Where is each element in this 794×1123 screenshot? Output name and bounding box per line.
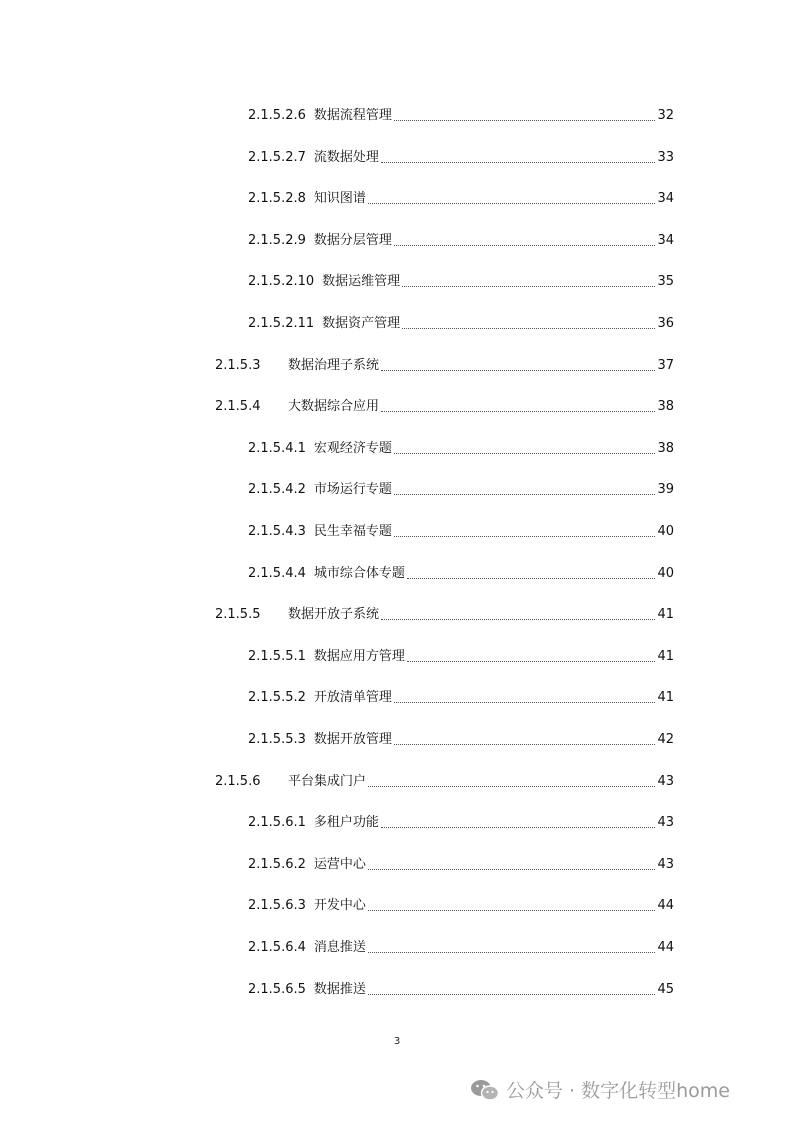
toc-entry-title: 数据推送 [313, 981, 366, 997]
toc-entry-number: 2.1.5.4.2 [248, 482, 306, 498]
toc-entry-title: 数据运维管理 [322, 274, 401, 290]
dot-leader [394, 701, 656, 703]
toc-entry-page: 40 [657, 565, 674, 581]
toc-entry[interactable] [248, 645, 674, 665]
toc-entry[interactable] [248, 270, 674, 290]
toc-entry-page: 34 [657, 191, 674, 207]
toc-entry-page: 41 [657, 690, 674, 706]
toc-entry-page: 35 [657, 274, 674, 290]
toc-entry-page: 38 [657, 440, 674, 456]
toc-entry[interactable] [215, 395, 674, 415]
toc-entry-page: 41 [657, 607, 674, 623]
toc-entry-number: 2.1.5.2.10 [248, 274, 315, 290]
page-number: 3 [393, 1036, 401, 1047]
toc-entry-page: 44 [657, 940, 674, 955]
toc-entry-page: 32 [657, 108, 674, 123]
toc-entry-page: 39 [657, 482, 674, 498]
toc-entry[interactable] [215, 770, 674, 790]
toc-entry-title: 数据应用方管理 [313, 648, 405, 664]
dot-leader [394, 493, 656, 495]
toc-entry-title: 开发中心 [313, 898, 366, 914]
toc-entry[interactable] [248, 229, 674, 249]
watermark [470, 1076, 730, 1103]
toc-entry[interactable] [248, 520, 674, 540]
toc-entry-number: 2.1.5.2.11 [248, 316, 315, 331]
dot-leader [368, 909, 656, 911]
watermark-text: 公众号 · 数字化转型home [506, 1080, 730, 1102]
toc-entry[interactable] [248, 811, 674, 831]
toc-entry[interactable] [248, 936, 674, 956]
toc-entry-number: 2.1.5.4.1 [248, 440, 306, 456]
toc-entry[interactable] [248, 853, 674, 873]
toc-entry-title: 数据治理子系统 [288, 357, 380, 373]
toc-entry-page: 41 [657, 648, 674, 664]
toc-entry-page: 44 [657, 898, 674, 914]
toc-entry-number: 2.1.5.6.2 [248, 856, 306, 872]
toc-entry-title: 大数据综合应用 [288, 399, 380, 415]
toc-entry-number: 2.1.5.5.2 [248, 690, 306, 706]
toc-entry-title: 数据开放管理 [313, 732, 392, 747]
toc-entry-number: 2.1.5.5.3 [248, 732, 306, 747]
toc-entry-number: 2.1.5.4 [215, 399, 261, 415]
dot-leader [381, 410, 655, 412]
toc-entry-title: 数据分层管理 [313, 232, 392, 248]
dot-leader [394, 743, 656, 745]
toc-entry[interactable] [248, 146, 674, 166]
toc-entry[interactable] [248, 478, 674, 498]
toc-entry[interactable] [248, 104, 674, 124]
toc-entry[interactable] [215, 354, 674, 374]
dot-leader [407, 660, 656, 662]
toc-entry-title: 多租户功能 [313, 815, 379, 831]
toc-entry-page: 40 [657, 524, 674, 539]
toc-entry-title: 开放清单管理 [313, 690, 392, 706]
dot-leader [394, 452, 656, 454]
toc-entry-title: 城市综合体专题 [313, 565, 405, 581]
toc-entry-page: 45 [657, 981, 674, 997]
toc-entry-number: 2.1.5.6.1 [248, 815, 306, 831]
toc-entry[interactable] [248, 728, 674, 748]
wechat-icon [470, 1078, 500, 1102]
dot-leader [402, 327, 655, 329]
toc-entry-title: 宏观经济专题 [313, 440, 392, 456]
toc-entry-title: 数据资产管理 [322, 316, 401, 331]
toc-entry[interactable] [248, 312, 674, 332]
dot-leader [368, 868, 656, 870]
toc-entry-number: 2.1.5.6.5 [248, 981, 306, 997]
toc-entry-number: 2.1.5.6.4 [248, 940, 306, 955]
toc-entry-title: 民生幸福专题 [313, 524, 392, 539]
toc-entry-number: 2.1.5.2.8 [248, 191, 306, 207]
dot-leader [381, 618, 655, 620]
dot-leader [381, 161, 656, 163]
toc-entry-number: 2.1.5.4.3 [248, 524, 306, 539]
toc-entry-page: 37 [657, 357, 674, 373]
toc-entry-page: 42 [657, 732, 674, 747]
toc-entry-number: 2.1.5.2.7 [248, 149, 306, 165]
toc-entry[interactable] [215, 603, 674, 623]
toc-entry-number: 2.1.5.3 [215, 357, 261, 373]
toc-entry-page: 33 [657, 149, 674, 165]
toc-entry-title: 运营中心 [313, 856, 366, 872]
toc-entry-page: 43 [657, 856, 674, 872]
toc-entry[interactable] [248, 562, 674, 582]
dot-leader [394, 535, 656, 537]
dot-leader [381, 369, 655, 371]
toc-entry-title: 数据开放子系统 [288, 607, 380, 623]
toc-entry-page: 43 [657, 773, 674, 789]
dot-leader [368, 993, 656, 995]
toc-entry-title: 平台集成门户 [288, 773, 367, 789]
dot-leader [368, 951, 656, 953]
toc-entry-page: 43 [657, 815, 674, 831]
toc-entry-page: 36 [657, 316, 674, 331]
toc-entry[interactable] [248, 187, 674, 207]
toc-entry-page: 38 [657, 399, 674, 415]
toc-entry-page: 34 [657, 232, 674, 248]
toc-entry-title: 市场运行专题 [313, 482, 392, 498]
dot-leader [381, 826, 656, 828]
toc-entry-title: 数据流程管理 [313, 108, 392, 123]
toc-entry-number: 2.1.5.5 [215, 607, 261, 623]
toc-entry[interactable] [248, 437, 674, 457]
toc-entry-title: 消息推送 [313, 940, 366, 955]
toc-entry-number: 2.1.5.6.3 [248, 898, 306, 914]
toc-entry-number: 2.1.5.6 [215, 773, 261, 789]
dot-leader [402, 285, 655, 287]
dot-leader [394, 119, 656, 121]
dot-leader [368, 202, 656, 204]
toc-entry-title: 知识图谱 [313, 191, 366, 207]
toc-entry-number: 2.1.5.2.9 [248, 232, 306, 248]
toc-entry[interactable] [248, 686, 674, 706]
dot-leader [368, 785, 655, 787]
toc-entry[interactable] [248, 894, 674, 914]
dot-leader [394, 244, 656, 246]
toc-entry-number: 2.1.5.4.4 [248, 565, 306, 581]
dot-leader [407, 577, 656, 579]
toc-entry-number: 2.1.5.2.6 [248, 108, 306, 123]
toc-entry-title: 流数据处理 [313, 149, 379, 165]
toc-entry-number: 2.1.5.5.1 [248, 648, 306, 664]
toc-entry[interactable] [248, 978, 674, 998]
